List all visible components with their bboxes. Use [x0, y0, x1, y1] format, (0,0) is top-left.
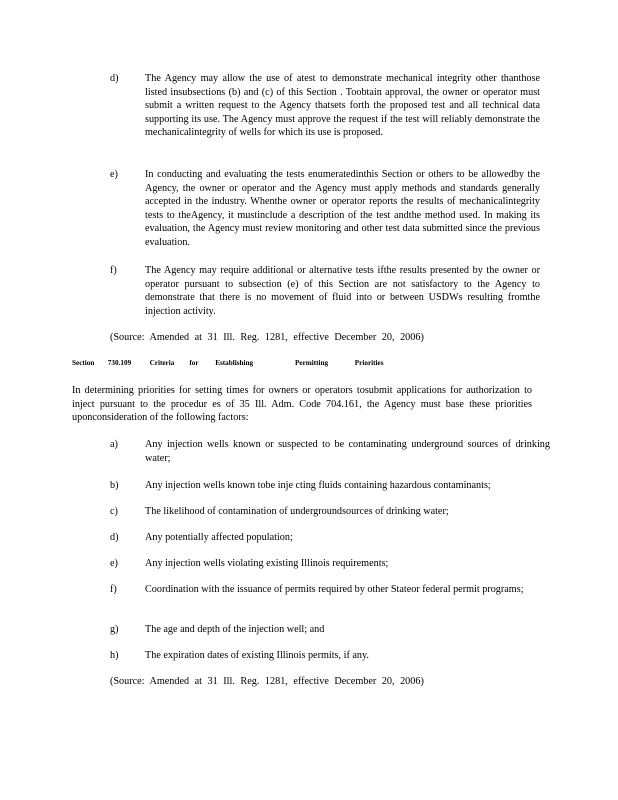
- item-label-d: d): [110, 73, 119, 84]
- item-text-e: In conducting and evaluating the tests enumeratedinthis Section or others to be allowedby the Agency, the owner or operator and the Agency must apply methods and standards generally accepted in the industry. Whenthe owner or operator reports the results of mechanicalintegrity tests to theAgency, it mustinclude a description of the test andthe method used. In making its evaluation, the Agency must review monitoring and other test data submitted since the previous evaluation.: [145, 169, 540, 248]
- intro-paragraph: In determining priorities for setting times for owners or operators tosubmit applications for authorization to inject pursuant to the procedur es of 35 Ill. Adm. Code 704.161, the Agency must base these priorities uponconsideration of the following factors:: [72, 385, 532, 423]
- source-note-2: (Source: Amended at 31 Ill. Reg. 1281, effective December 20, 2006): [110, 676, 424, 687]
- factor-text-e: Any injection wells violating existing Illinois requirements;: [145, 558, 389, 569]
- item-text-f: The Agency may require additional or alternative tests ifthe results presented by the owner or operator pursuant to subsection (e) of this Section are not satisfactory to the Agency to demonstrate that there is no movement of fluid into or between USDWs resulting fromthe injection activity.: [145, 265, 540, 317]
- factor-text-f: Coordination with the issuance of permits required by other Stateor federal permit programs;: [145, 584, 524, 595]
- factor-text-h: The expiration dates of existing Illinois permits, if any.: [145, 650, 369, 661]
- factor-label-f: f): [110, 584, 117, 595]
- factor-text-c: The likelihood of contamination of undergroundsources of drinking water;: [145, 506, 449, 517]
- section-title-word: Priorities: [354, 359, 384, 367]
- factor-text-d: Any potentially affected population;: [145, 532, 293, 543]
- factor-label-b: b): [110, 480, 119, 491]
- section-title-word: Criteria: [149, 359, 175, 367]
- section-number: 730.109: [107, 359, 132, 367]
- factor-label-g: g): [110, 624, 119, 635]
- factor-label-h: h): [110, 650, 119, 661]
- factor-label-e: e): [110, 558, 118, 569]
- factor-label-a: a): [110, 439, 118, 450]
- factor-label-c: c): [110, 506, 118, 517]
- factor-text-a: Any injection wells known or suspected to be contaminating underground sources of drinking water;: [145, 439, 550, 464]
- section-label: Section: [72, 359, 95, 367]
- item-label-e: e): [110, 169, 118, 180]
- section-title-word: Permitting: [294, 359, 329, 367]
- source-note-1: (Source: Amended at 31 Ill. Reg. 1281, effective December 20, 2006): [110, 332, 424, 343]
- factor-label-d: d): [110, 532, 119, 543]
- item-label-f: f): [110, 265, 117, 276]
- section-heading: [72, 359, 384, 367]
- section-title-word: Establishing: [215, 359, 254, 367]
- factor-text-b: Any injection wells known tobe inje cting fluids containing hazardous contaminants;: [145, 480, 491, 491]
- item-text-d: The Agency may allow the use of atest to demonstrate mechanical integrity other thanthose listed insubsections (b) and (c) of this Section . Toobtain approval, the owner or operator must submit a written request to the Agency thatsets forth the proposed test and all technical data supporting its use. The Agency must approve the request if the test will reliably demonstrate the mechanicalintegrity of wells for which its use is proposed.: [145, 73, 540, 138]
- section-title-word: for: [189, 359, 199, 367]
- factor-text-g: The age and depth of the injection well; and: [145, 624, 325, 635]
